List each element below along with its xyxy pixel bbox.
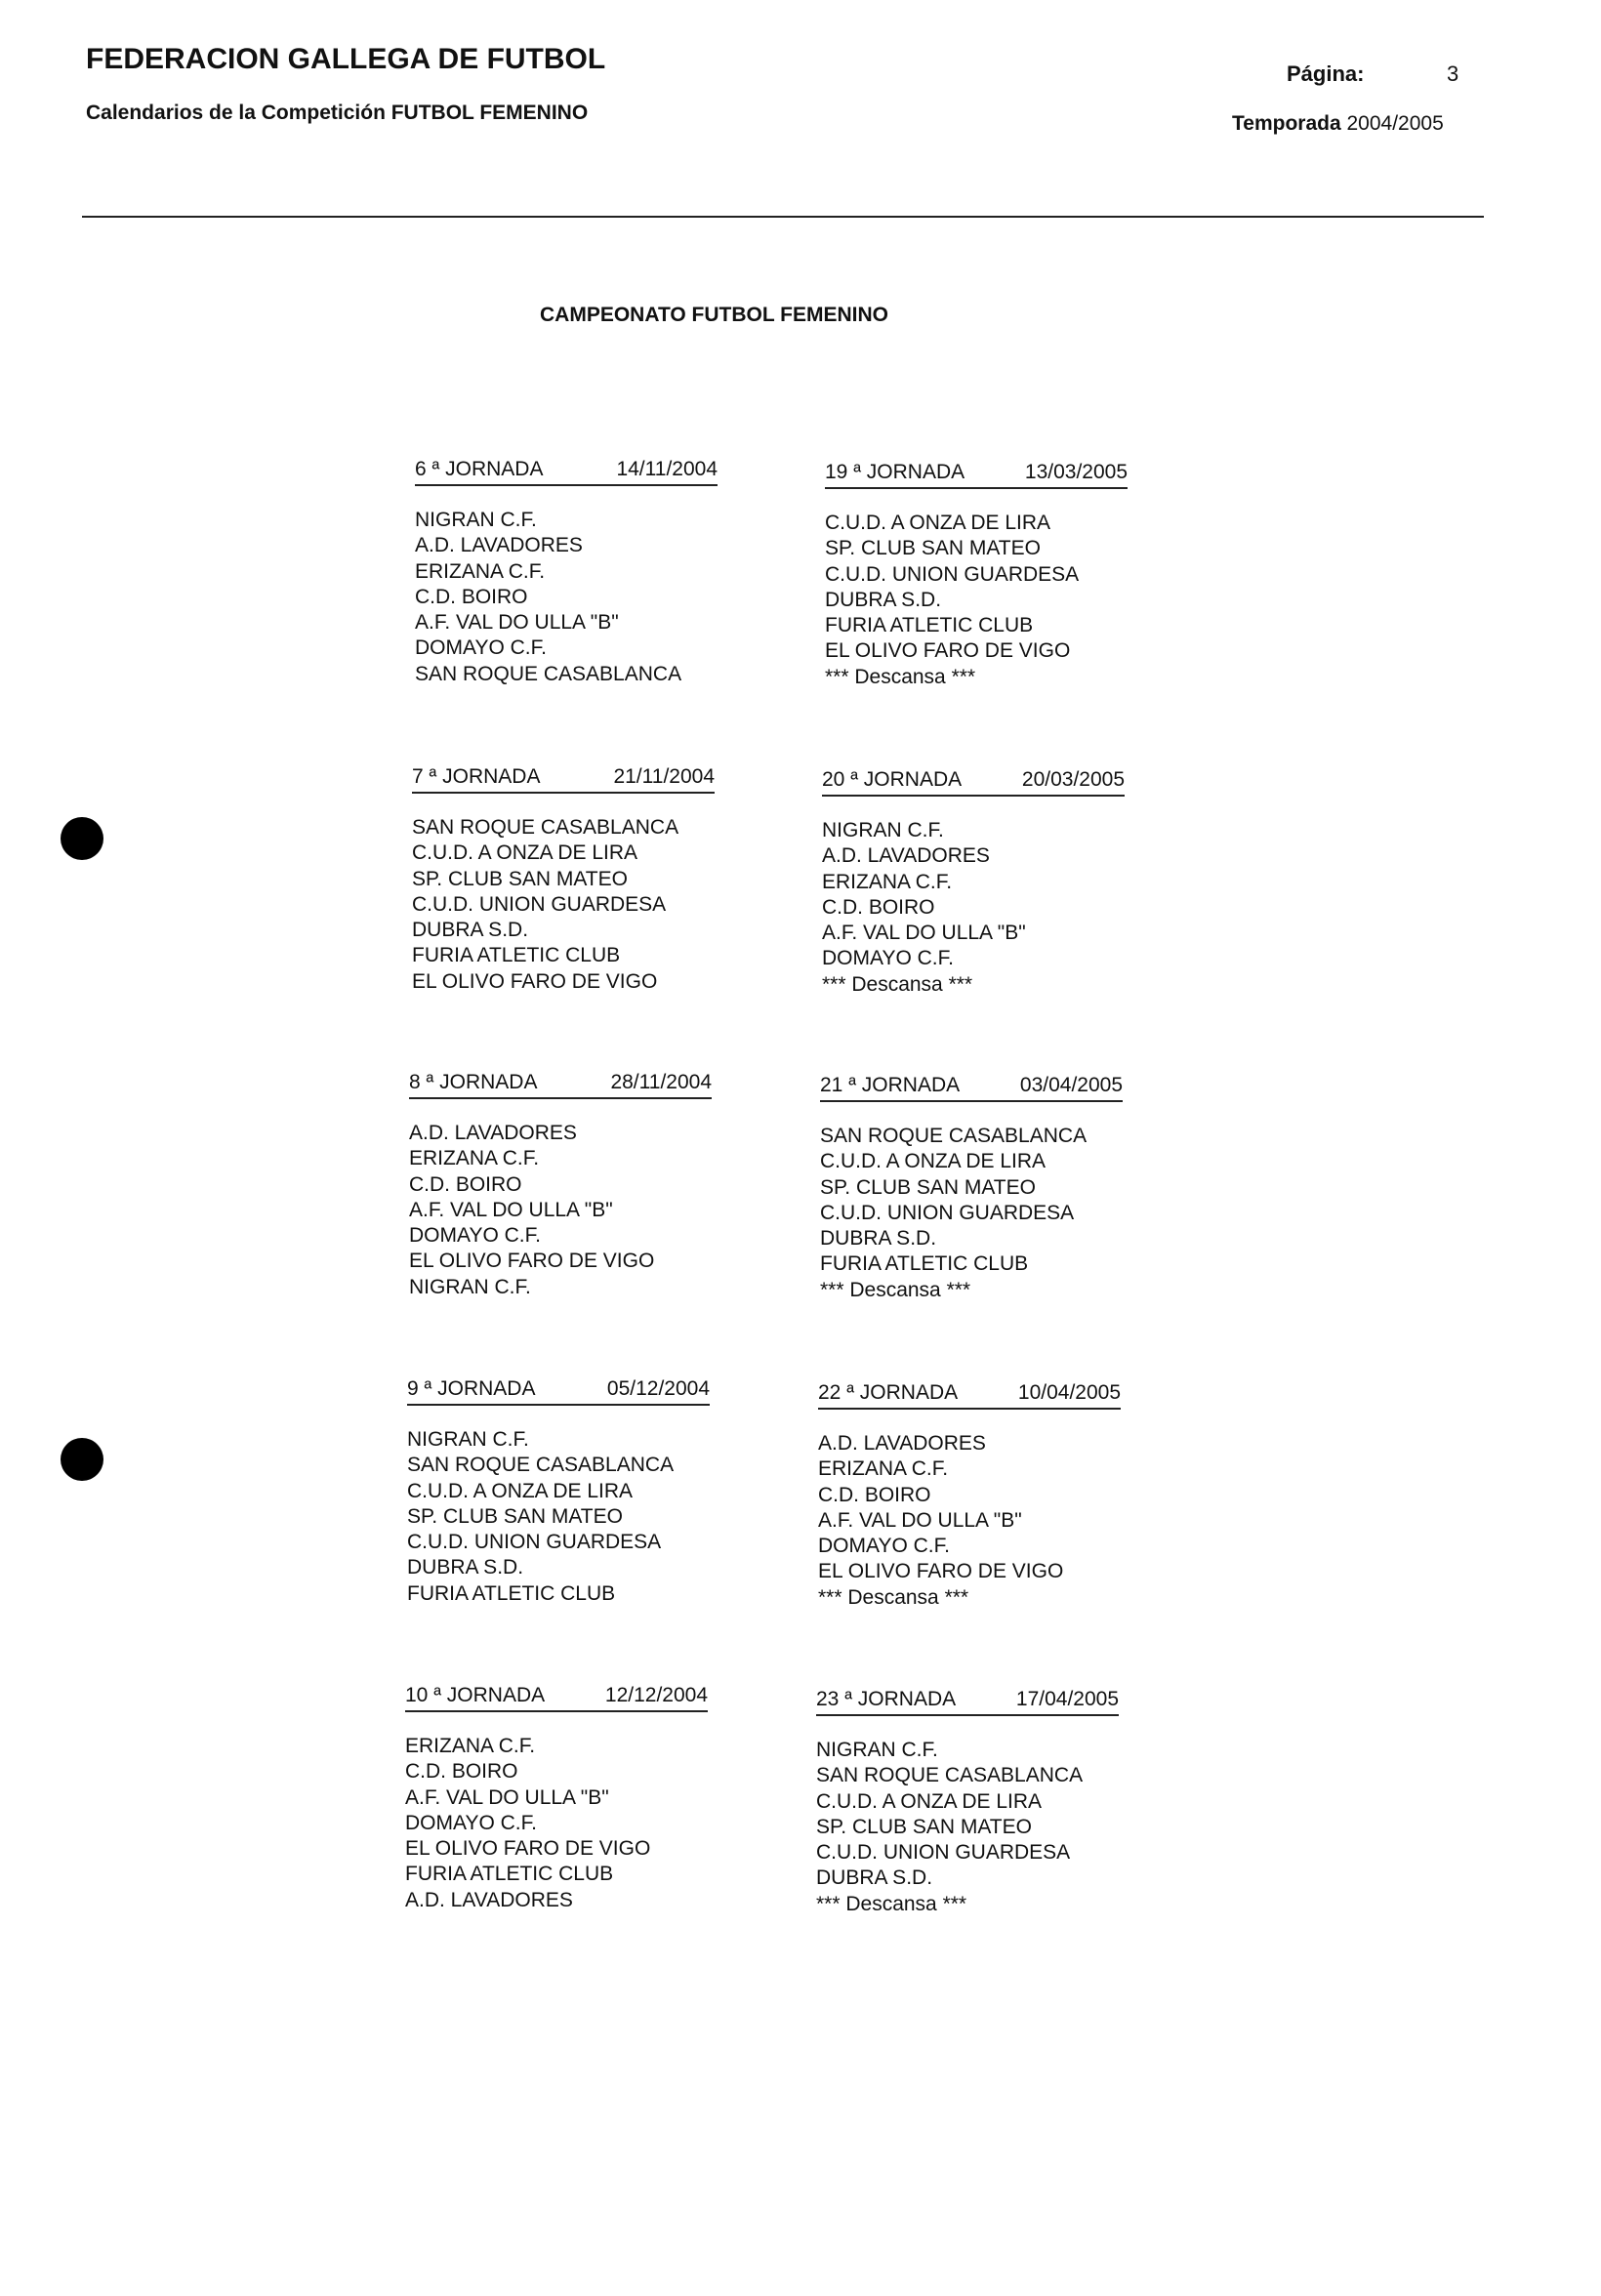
team-name: *** Descansa *** [825,665,976,688]
team-name: ERIZANA C.F. [415,559,546,583]
team-name: FURIA ATLETIC CLUB [820,1252,1029,1276]
team-name: ERIZANA C.F. [409,1147,540,1170]
team-name: DUBRA S.D. [816,1866,933,1890]
team-name: *** Descansa *** [818,1585,969,1609]
jornada-date: 10/04/2005 [1017,1381,1121,1404]
jornada-block [825,460,1128,690]
team-name: DOMAYO C.F. [818,1535,950,1558]
jornada-block [407,1376,710,1607]
page-number: 3 [1447,62,1459,86]
organization-name: FEDERACION GALLEGA DE FUTBOL [86,43,606,75]
team-name: A.D. LAVADORES [405,1888,573,1911]
team-list [412,815,715,995]
team-list [822,818,1125,998]
team-name: A.F. VAL DO ULLA "B" [415,611,619,635]
jornada-block [409,1070,712,1300]
jornada-date: 03/04/2005 [1019,1074,1123,1096]
team-name: DUBRA S.D. [412,919,529,942]
jornada-date: 14/11/2004 [616,458,718,480]
team-name: C.D. BOIRO [822,895,935,919]
team-name: NIGRAN C.F. [407,1428,529,1451]
season-value: 2004/2005 [1346,112,1444,135]
jornada-label: 19 ª JORNADA [825,461,965,483]
team-name: SP. CLUB SAN MATEO [816,1815,1032,1838]
page-label: Página: [1287,62,1365,86]
jornada-date: 13/03/2005 [1024,461,1128,483]
team-name: C.U.D. UNION GUARDESA [407,1531,662,1554]
team-name: EL OLIVO FARO DE VIGO [818,1560,1064,1583]
team-name: FURIA ATLETIC CLUB [405,1863,614,1886]
team-name: A.F. VAL DO ULLA "B" [409,1198,613,1221]
team-name: NIGRAN C.F. [415,509,537,531]
jornada-block [405,1683,708,1913]
team-name: DOMAYO C.F. [405,1811,537,1834]
team-name: EL OLIVO FARO DE VIGO [825,639,1071,663]
header-divider [82,216,1484,218]
jornada-header [818,1380,1121,1410]
document-subtitle: Calendarios de la Competición FUTBOL FEMENINO [86,102,589,124]
team-name: EL OLIVO FARO DE VIGO [409,1250,655,1273]
team-name: C.U.D. A ONZA DE LIRA [412,841,638,865]
team-name: DUBRA S.D. [825,588,942,611]
jornada-label: 7 ª JORNADA [412,765,541,788]
team-name: C.U.D. A ONZA DE LIRA [820,1150,1047,1173]
jornada-label: 6 ª JORNADA [415,458,544,480]
jornada-label: 20 ª JORNADA [822,768,963,791]
jornada-label: 8 ª JORNADA [409,1071,538,1093]
team-name: C.U.D. UNION GUARDESA [825,562,1080,586]
team-name: A.D. LAVADORES [822,844,990,868]
jornada-label: 10 ª JORNADA [405,1684,546,1706]
jornada-date: 05/12/2004 [606,1377,710,1400]
jornada-date: 20/03/2005 [1021,768,1125,791]
team-name: *** Descansa *** [816,1892,967,1915]
team-name: A.F. VAL DO ULLA "B" [818,1508,1022,1532]
team-name: DOMAYO C.F. [822,947,954,970]
team-name: C.U.D. A ONZA DE LIRA [825,512,1051,534]
team-name: SAN ROQUE CASABLANCA [407,1454,675,1477]
team-name: DUBRA S.D. [407,1556,524,1579]
jornada-block [822,767,1125,998]
team-name: NIGRAN C.F. [816,1739,938,1761]
team-name: C.U.D. A ONZA DE LIRA [407,1479,634,1502]
team-name: ERIZANA C.F. [405,1735,536,1757]
team-list [816,1738,1119,1917]
team-name: A.F. VAL DO ULLA "B" [822,922,1026,945]
team-name: A.D. LAVADORES [415,534,583,557]
team-name: C.U.D. UNION GUARDESA [816,1841,1071,1865]
team-name: DOMAYO C.F. [409,1224,541,1248]
team-name: FURIA ATLETIC CLUB [407,1581,616,1605]
team-list [818,1431,1121,1611]
team-list [820,1124,1123,1303]
jornada-date: 17/04/2005 [1015,1688,1119,1710]
jornada-block [816,1687,1119,1917]
team-list [409,1121,712,1300]
team-name: A.F. VAL DO ULLA "B" [405,1785,609,1809]
team-name: FURIA ATLETIC CLUB [412,944,621,967]
team-name: C.U.D. UNION GUARDESA [820,1201,1075,1224]
jornada-block [415,457,718,687]
team-list [405,1734,708,1913]
team-name: SAN ROQUE CASABLANCA [820,1125,1088,1147]
team-list [415,508,718,687]
punch-hole-icon [61,1438,103,1481]
jornada-header [820,1073,1123,1102]
team-name: DOMAYO C.F. [415,636,547,660]
jornada-block [820,1073,1123,1303]
team-name: SP. CLUB SAN MATEO [412,867,628,890]
jornada-header [415,457,718,486]
team-name: DUBRA S.D. [820,1227,937,1250]
team-name: FURIA ATLETIC CLUB [825,614,1034,637]
team-name: *** Descansa *** [820,1278,971,1301]
team-name: SP. CLUB SAN MATEO [820,1175,1036,1199]
team-name: EL OLIVO FARO DE VIGO [405,1837,651,1861]
team-name: SP. CLUB SAN MATEO [825,537,1041,560]
team-name: SAN ROQUE CASABLANCA [415,662,682,685]
team-name: EL OLIVO FARO DE VIGO [412,969,658,993]
team-list [407,1427,710,1607]
team-name: SAN ROQUE CASABLANCA [816,1764,1084,1787]
team-name: SP. CLUB SAN MATEO [407,1504,623,1528]
jornada-header [405,1683,708,1712]
team-list [825,511,1128,690]
team-name: ERIZANA C.F. [822,870,953,893]
jornada-date: 12/12/2004 [604,1684,708,1706]
jornada-block [412,764,715,995]
team-name: ERIZANA C.F. [818,1457,949,1481]
season-label: Temporada [1232,112,1341,135]
team-name: NIGRAN C.F. [409,1275,531,1298]
team-name: C.U.D. A ONZA DE LIRA [816,1789,1043,1813]
jornada-block [818,1380,1121,1611]
jornada-date: 28/11/2004 [610,1071,712,1093]
team-name: NIGRAN C.F. [822,819,944,841]
team-name: C.D. BOIRO [405,1760,518,1784]
jornada-label: 23 ª JORNADA [816,1688,957,1710]
team-name: C.D. BOIRO [409,1172,522,1196]
jornada-date: 21/11/2004 [613,765,715,788]
jornada-label: 9 ª JORNADA [407,1377,536,1400]
jornada-label: 22 ª JORNADA [818,1381,959,1404]
punch-hole-icon [61,817,103,860]
jornada-header [412,764,715,794]
team-name: C.D. BOIRO [818,1483,931,1506]
team-name: C.U.D. UNION GUARDESA [412,892,667,916]
jornada-header [407,1376,710,1406]
team-name: *** Descansa *** [822,972,973,996]
jornada-header [822,767,1125,797]
jornada-header [409,1070,712,1099]
team-name: C.D. BOIRO [415,585,528,608]
jornada-header [816,1687,1119,1716]
team-name: SAN ROQUE CASABLANCA [412,816,679,839]
team-name: A.D. LAVADORES [818,1432,986,1455]
document-title: CAMPEONATO FUTBOL FEMENINO [540,304,888,326]
team-name: A.D. LAVADORES [409,1122,577,1144]
season [1232,112,1444,136]
jornada-label: 21 ª JORNADA [820,1074,961,1096]
jornada-header [825,460,1128,489]
